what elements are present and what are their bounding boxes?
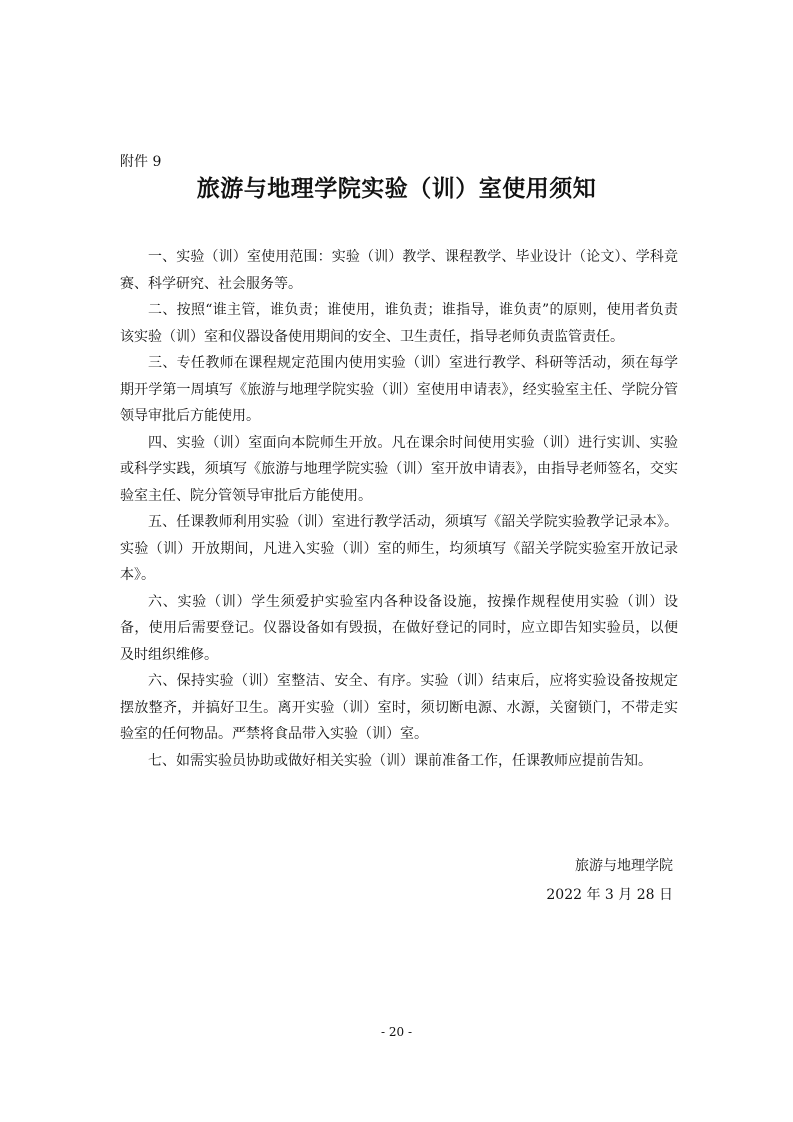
paragraph-cleanliness: 六、保持实验（训）室整洁、安全、有序。实验（训）结束后，应将实验设备按规定摆放整齐，并搞好卫生。离开实验（训）室时，须切断电源、水源，关窗锁门，不带走实验室的任何物品。严禁将食品带入实验（训）室。 bbox=[120, 673, 678, 742]
paragraph-records: 五、任课教师利用实验（训）室进行教学活动，须填写《韶关学院实验教学记录本》。实验（训）开放期间，凡进入实验（训）室的师生，均须填写《韶关学院实验室开放记录本》。 bbox=[120, 514, 678, 583]
paragraph-preparation: 七、如需实验员协助或做好相关实验（训）课前准备工作，任课教师应提前告知。 bbox=[148, 752, 652, 769]
page-number: - 20 - bbox=[380, 1025, 412, 1039]
signature-block bbox=[546, 852, 673, 910]
paragraph-responsibility: 二、按照“谁主管，谁负责；谁使用，谁负责；谁指导，谁负责”的原则，使用者负责该实验（训）室和仪器设备使用期间的安全、卫生责任，指导老师负责监管责任。 bbox=[120, 302, 678, 345]
document-title: 旅游与地理学院实验（训）室使用须知 bbox=[196, 176, 597, 202]
signature-org: 旅游与地理学院 bbox=[575, 858, 673, 874]
paragraph-teacher-application: 三、专任教师在课程规定范围内使用实验（训）室进行教学、科研等活动，须在每学期开学第一周填写《旅游与地理学院实验（训）室使用申请表》，经实验室主任、学院分管领导审批后方能使用。 bbox=[120, 355, 678, 424]
signature-date: 2022 年 3 月 28 日 bbox=[546, 887, 673, 903]
attachment-label: 附件 9 bbox=[120, 154, 162, 170]
paragraph-usage-scope: 一、实验（训）室使用范围：实验（训）教学、课程教学、毕业设计（论文）、学科竞赛、科学研究、社会服务等。 bbox=[120, 249, 678, 292]
paragraph-equipment-care: 六、实验（训）学生须爱护实验室内各种设备设施，按操作规程使用实验（训）设备，使用后需要登记。仪器设备如有毁损，在做好登记的同时，应立即告知实验员，以便及时组织维修。 bbox=[120, 593, 678, 663]
paragraph-open-access: 四、实验（训）室面向本院师生开放。凡在课余时间使用实验（训）进行实训、实验或科学实践，须填写《旅游与地理学院实验（训）室开放申请表》，由指导老师签名，交实验室主任、院分管领导审批后方能使用。 bbox=[120, 434, 678, 504]
document-body bbox=[120, 244, 678, 774]
